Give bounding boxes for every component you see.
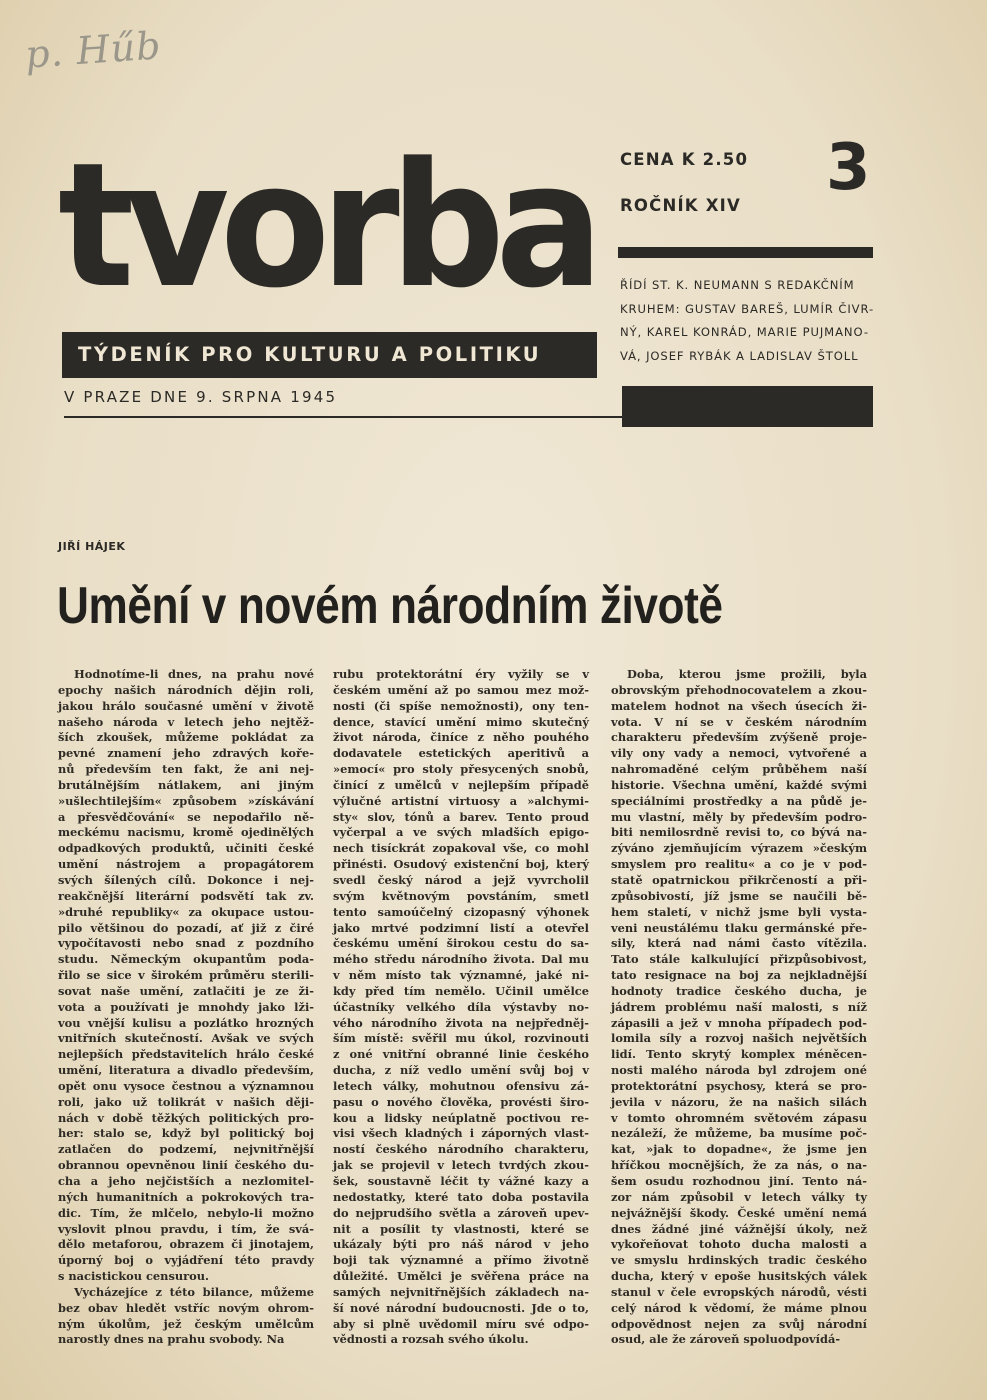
article-line: tato resignace na boj za nejkladnější <box>611 968 867 983</box>
article-line: ducha, z níž vedlo umění svůj boj v <box>333 1063 589 1078</box>
article-line: s nacistickou censurou. <box>58 1269 209 1284</box>
article-line: statě opatrnickou přikrčeností a při- <box>611 872 867 887</box>
article-line: matelem hodnot na všech úsecích ži- <box>611 698 867 713</box>
article-line: úporný boj o vyjádření této pravdy <box>58 1253 314 1268</box>
article-line: rubu protektorátní éry vyžily se v <box>333 667 589 681</box>
article-line: her: stalo se, když byl politický boj <box>58 1126 314 1141</box>
editors-line: ŘÍDÍ ST. K. NEUMANN S REDAKČNÍM <box>620 278 855 292</box>
article-line: osud, ale že zároveň spoluodpovídá- <box>611 1332 841 1347</box>
article-line: veni neustálému tlaku germánské pře- <box>611 920 867 935</box>
article-line: způsobivostí, jíž jsme se naučili bě- <box>611 888 867 903</box>
article-line: hem staletí, v nichž jsme byli vysta- <box>611 904 867 919</box>
article-line: zýváno zjemňujícím výrazem »českým <box>611 841 867 856</box>
article-line: mého středu národního života. Dal mu <box>333 952 589 967</box>
article-line: svým květnovým povstáním, smetl <box>333 888 589 903</box>
article-line: nejvážnější škody. České umění nemá <box>611 1205 867 1220</box>
article-line: vého národního života na nejpředněj- <box>333 1015 589 1030</box>
article-line: jakou hrálo současné umění v životě <box>58 698 314 713</box>
article-line: nách v době těžkých politických pro- <box>58 1110 314 1125</box>
article-line: samých nejvnitřnějších základech na- <box>333 1284 589 1299</box>
dateline-rule <box>64 416 622 418</box>
article-line: Doba, kterou jsme prožili, byla <box>627 667 867 681</box>
article-line: přinésti. Osudový existenční boj, který <box>333 857 589 872</box>
article-line: zor nám způsobil v letech války ty <box>611 1189 867 1204</box>
editors-block <box>620 274 876 368</box>
article-line: účastníky velkého díla výstavby no- <box>333 999 589 1014</box>
article-line: lidí. Tento skrytý komplex méněcen- <box>611 1047 867 1062</box>
article-line: vyslovit plnou pravdu, i tím, že svá- <box>58 1221 314 1236</box>
article-line: nosti (či spíše nemožnosti), ony ten- <box>333 698 589 713</box>
article-line: českému umění širokou cestu do sa- <box>333 936 589 951</box>
article-line: celý národ k vědomí, že máme plnou <box>611 1300 867 1315</box>
article-line: vota a používati je mnohdy jako lži- <box>58 999 314 1014</box>
article-column-1 <box>58 667 314 1348</box>
article-line: ukázaly býti pro náš národ v jeho <box>333 1237 589 1252</box>
article-line: ších zkoušek, můžeme pokládat za <box>58 730 314 745</box>
editors-line: VÁ, JOSEF RYBÁK A LADISLAV ŠTOLL <box>620 348 859 363</box>
article-line: pevné znamení jeho zdravých koře- <box>58 746 314 761</box>
article-line: protektorátní psychosy, která se pro- <box>611 1078 867 1093</box>
article-line: ných humanitních a pokrokových tra- <box>58 1189 314 1204</box>
article-line: ve smyslu hrdinských tradic českého <box>611 1253 867 1268</box>
article-line: reakčnější literární podsvětí tak zv. <box>58 888 314 903</box>
article-line: důležité. Umělci je svěřena práce na <box>333 1269 589 1284</box>
article-line: sovat naše umění, zatlačiti je ze ži- <box>58 983 314 998</box>
article-line: zápasili a jež v mnoha případech pod- <box>611 1015 867 1030</box>
article-line: biti nemilosrdně revisi to, co bývá na- <box>611 825 867 840</box>
article-line: vota. V ní se v českém národním <box>611 714 867 729</box>
article-line: obrannou opevněnou linií českého du- <box>58 1158 314 1173</box>
article-line: činící z umělců v nejlepším případě <box>333 777 589 792</box>
article-line: pasu o nového člověka, provésti širo- <box>333 1094 589 1109</box>
article-line: život národa, činíce z něho pouhého <box>333 730 589 745</box>
article-line: jevila v názoru, že na našich silách <box>611 1094 867 1109</box>
article-line: odpovědnost nejen za svůj národní <box>611 1316 867 1331</box>
article-author: JIŘÍ HÁJEK <box>58 540 126 553</box>
article-line: sty« slov, tónů a barev. Tento proud <box>333 809 589 824</box>
article-line: Hodnotíme-li dnes, na prahu nové <box>74 667 314 681</box>
article-line: českém umění až po samou mez mož- <box>333 682 589 697</box>
article-line: jako mrtvé podzimní listí a otevřel <box>333 920 589 935</box>
article-line: svedl český národ a jejž vyvrcholil <box>333 872 589 887</box>
article-line: kou a lidsky neúplatně poctivou re- <box>333 1110 589 1125</box>
article-line: nezáleží, že můžeme, ba musíme poč- <box>611 1126 867 1141</box>
article-line: z oné vnitřní obranné linie českého <box>333 1047 589 1062</box>
article-line: odpadkových produktů, učiniti české <box>58 841 314 856</box>
article-line: aby si plně uvědomil míru své odpo- <box>333 1316 589 1331</box>
issue-number: 3 <box>826 131 871 205</box>
article-line: hodnoty tradice českého ducha, je <box>611 983 867 998</box>
article-line: speciálními prostředky a na půdě je- <box>611 793 867 808</box>
article-line: studu. Německým okupantům poda- <box>58 952 314 967</box>
article-line: smyslem pro realitu« a co je v pod- <box>611 857 867 872</box>
article-line: lomila síly a rozvoj našich největších <box>611 1031 867 1046</box>
article-line: vyčerpal a ve svých mladších epigo- <box>333 825 589 840</box>
article-line: tento samoúčelný cizopasný výhonek <box>333 904 589 919</box>
article-line: vou vnější kulisu a pozlátko hrozných <box>58 1015 314 1030</box>
editors-line: KRUHEM: GUSTAV BAREŠ, LUMÍR ČIVR- <box>620 301 875 316</box>
article-line: bez obav hledět vstříc novým ohrom- <box>58 1300 314 1315</box>
article-line: výlučné artistní virtuosy a »alchymi- <box>333 793 589 808</box>
pencil-annotation: p. Hűb <box>23 23 163 77</box>
article-line: dnes žádné jiné vážnější úkoly, než <box>611 1221 867 1236</box>
article-line: nech tisíckrát zopakoval vše, co mohl <box>333 841 589 856</box>
article-line: umění, literatura a divadlo především, <box>58 1063 314 1078</box>
article-line: obrovským přehodnocovatelem a zkou- <box>611 682 867 697</box>
decorative-block <box>622 386 873 427</box>
article-line: historie. Všechna umění, každé svými <box>611 777 867 792</box>
decorative-bar <box>618 247 873 258</box>
article-headline: Umění v novém národním životě <box>57 577 723 635</box>
article-line: a přesvědčování« se nepodařilo ně- <box>58 809 314 824</box>
article-line: jádrem problému naší malosti, s níž <box>611 999 867 1014</box>
article-line: narostly dnes na prahu svobody. Na <box>58 1332 285 1347</box>
article-line: svých šílených cílů. Dokonce i nej- <box>58 872 314 887</box>
article-line: cha a jeho nejčistších a nezlomitel- <box>58 1174 314 1188</box>
article-line: visi všech kladných i záporných vlast- <box>333 1126 589 1141</box>
dateline: V PRAZE DNE 9. SRPNA 1945 <box>64 388 338 406</box>
article-line: kdy před tím nemělo. Učinil umělce <box>333 983 589 998</box>
article-line: šem osudu rozhodnou jiní. Tento ná- <box>611 1174 867 1188</box>
article-line: dic. Tím, že mlčelo, nebylo-li možno <box>58 1205 314 1220</box>
article-line: vědnosti a rozsah svého úkolu. <box>333 1332 529 1347</box>
article-line: šek, soustavně léčit ty vážné kazy a <box>333 1174 589 1188</box>
article-line: »druhé republiky« za okupace ustou- <box>58 904 314 919</box>
article-line: ší nové národní budoucnosti. Jde o to, <box>333 1300 589 1315</box>
article-line: našeho národa v letech jeho nejtěž- <box>58 714 314 729</box>
article-line: vykořeňovat tohoto ducha malosti a <box>611 1237 867 1252</box>
article-line: Tato stále kalkulující přizpůsobivost, <box>611 952 867 967</box>
masthead-tagline: TÝDENÍK PRO KULTURU A POLITIKU <box>62 332 597 378</box>
masthead-title: tvorba <box>58 125 595 326</box>
article-line: brutálnějším nátlakem, ani jiným <box>58 777 314 792</box>
article-line: v něm místo tak významné, jaké ni- <box>333 968 589 983</box>
article-line: nedostatky, které tato doba postavila <box>333 1189 589 1204</box>
article-line: sily, která nad námi často vítězila. <box>611 936 867 951</box>
article-line: dodavatele estetických aperitivů a <box>333 746 589 761</box>
article-line: epochy našich národních dějin roli, <box>58 682 314 697</box>
article-line: ducha, který v epoše husitských válek <box>611 1269 867 1284</box>
article-line: mu vlastní, měly by především podro- <box>611 809 867 824</box>
editors-line: NÝ, KAREL KONRÁD, MARIE PUJMANO- <box>620 325 869 339</box>
article-line: nů především ten fakt, že ani nej- <box>58 762 314 777</box>
article-line: Vycházejíce z této bilance, můžeme <box>74 1284 314 1299</box>
article-line: dělo metaforou, obrazem či jinotajem, <box>58 1237 314 1252</box>
article-line: dence, stavící umění mimo skutečný <box>333 714 589 729</box>
article-line: letech války, mohutnou ofensivu zá- <box>333 1078 589 1093</box>
volume: ROČNÍK XIV <box>620 196 741 215</box>
article-line: meckému nacismu, kromě ojedinělých <box>58 825 314 840</box>
article-line: nahromaděné celým průběhem naší <box>611 762 867 777</box>
article-line: vypočítavosti nebo snad z pozdního <box>58 936 314 951</box>
article-line: boji tak významné a přímo životně <box>333 1253 589 1268</box>
article-line: v tomto ohromném světovém zápasu <box>611 1110 867 1125</box>
article-line: vnitřních skutečností. Avšak ve svých <box>58 1031 314 1046</box>
article-line: pilo většinou do pozadí, ať již z čiré <box>58 920 314 935</box>
article-line: do nejprudšího světla a zároveň upev- <box>333 1205 589 1220</box>
article-line: zatlačen do podzemí, nejvnitřnější <box>58 1142 314 1157</box>
article-line: nit a posílit ty vlastnosti, které se <box>333 1221 589 1236</box>
article-line: »ušlechtilejším« způsobem »získávání <box>58 793 314 808</box>
article-line: ším místě: svěřil mu úkol, rozvinouti <box>333 1031 589 1046</box>
article-line: opět onu vysoce čestnou a významnou <box>58 1078 314 1093</box>
article-column-2 <box>333 667 589 1348</box>
article-line: stanul v čele evropských národů, vésti <box>611 1284 867 1299</box>
article-line: vily ony vady a nemoci, vytvořené a <box>611 746 867 761</box>
article-line: hříčkou mocnějších, že za nás, o na- <box>611 1158 867 1173</box>
article-line: ným úkolům, jež českým umělcům <box>58 1316 314 1331</box>
price: CENA K 2.50 <box>620 150 749 169</box>
article-line: »emocí« pro stoly přesycených snobů, <box>333 762 589 777</box>
article-line: řilo se sice v širokém průměru sterili- <box>58 968 314 983</box>
article-line: nosti malého národa byl zdrojem oné <box>611 1063 867 1078</box>
article-line: nejlepších představitelích hrálo české <box>58 1047 314 1062</box>
article-line: kat, »jak to dopadne«, že jsme jen <box>611 1142 867 1157</box>
article-line: roli, jako už tolikrát v našich ději- <box>58 1094 314 1109</box>
article-line: umění nástrojem a propagátorem <box>58 857 314 872</box>
article-line: charakteru především zvýšeně proje- <box>611 730 867 745</box>
article-line: ností českého národního charakteru, <box>333 1142 589 1157</box>
article-line: jak se projevil v letech tvrdých zkou- <box>333 1158 589 1173</box>
article-column-3 <box>611 667 867 1348</box>
